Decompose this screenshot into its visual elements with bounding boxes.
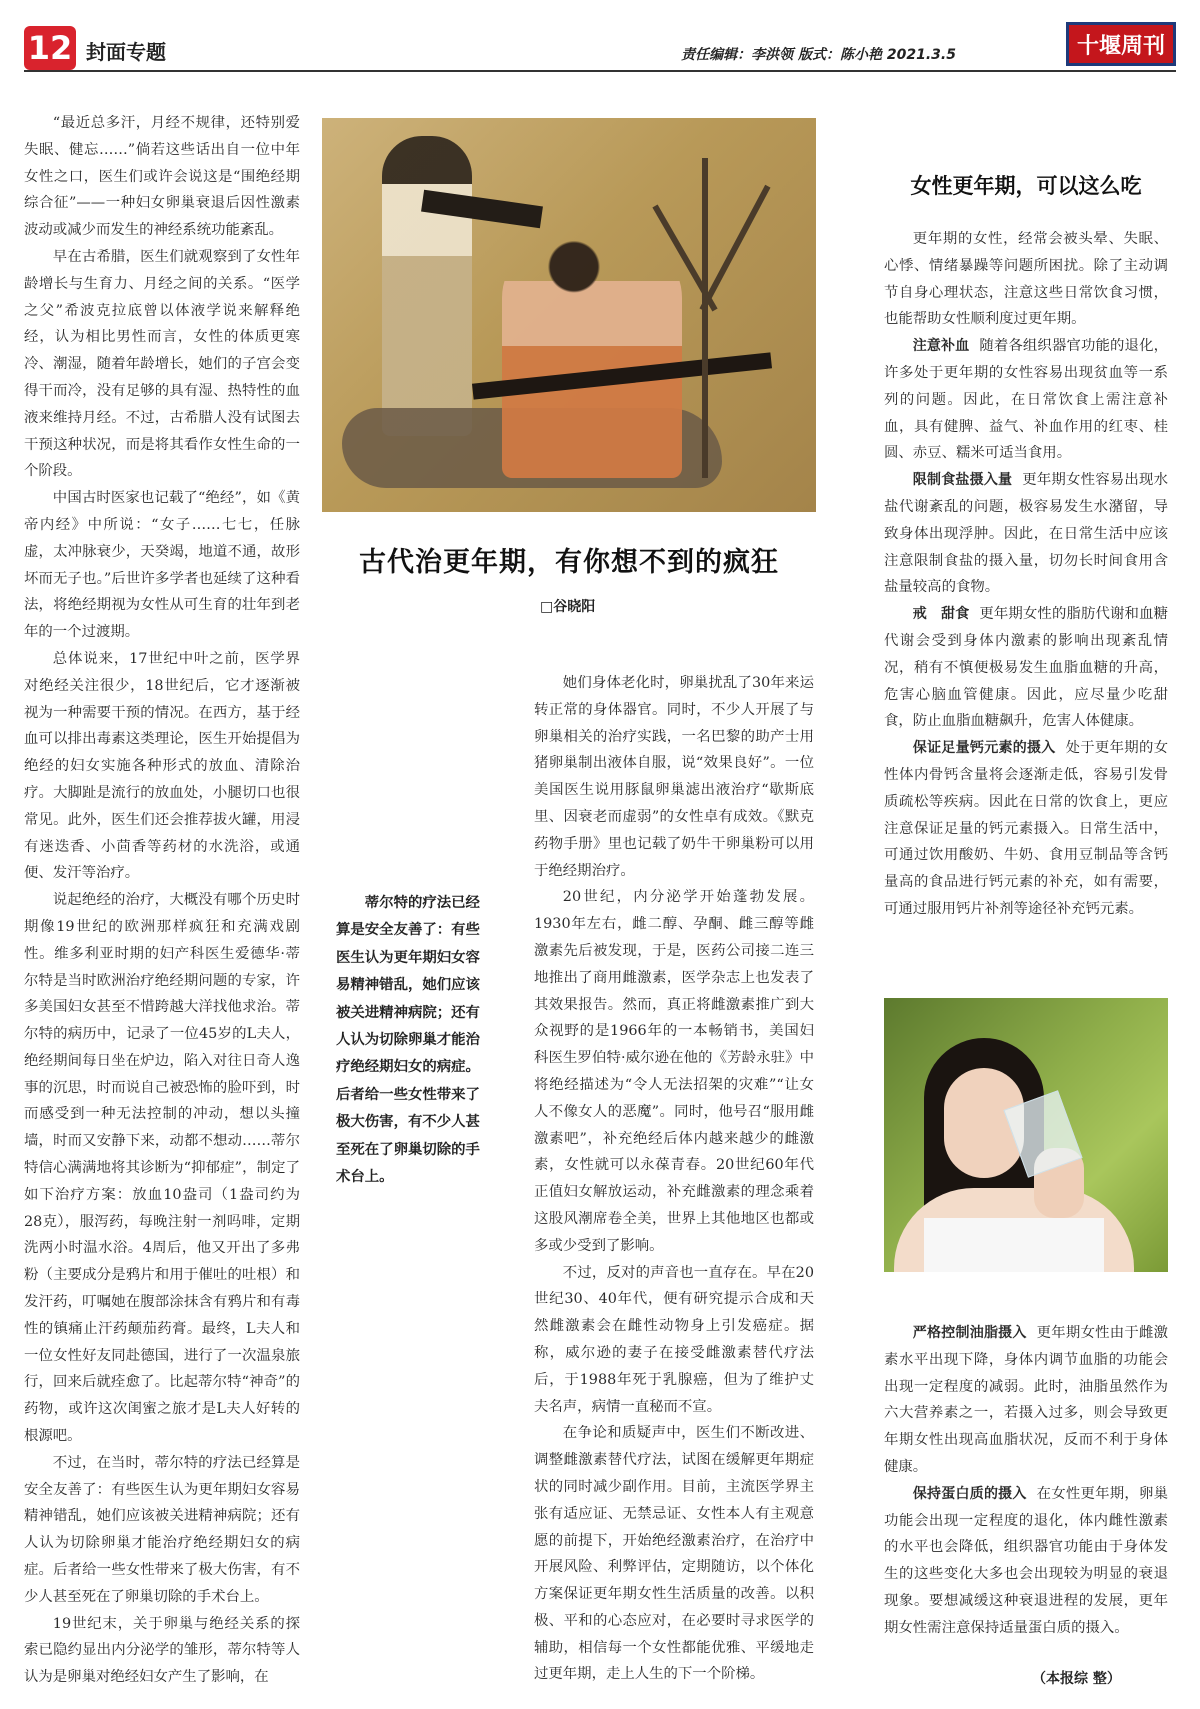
paragraph: “最近总多汗，月经不规律，还特别爱失眠、健忘……”倘若这些话出自一位中年女性之口，医生们或许会说这是“围绝经期综合征”——一种妇女卵巢衰退后因性激素波动或减少而发生的神经系统功能紊乱。 <box>24 115 300 239</box>
paragraph: 总体说来，17世纪中叶之前，医学界对绝经关注很少，18世纪后，它才逐渐被视为一种需要干预的情况。在西方，基于经血可以排出毒素这类理论，医生开始提倡为绝经的妇女实施各种形式的放血、清除治疗。大脚趾是流行的放血处，小腿切口也很常见。此外，医生们还会推荐拔火罐，用浸有迷迭香、小茴香等药材的水洗浴，或通便、发汗等治疗。 <box>24 650 300 882</box>
painting-tree <box>702 158 708 478</box>
tip-keyword: 限制食盐摄入量 <box>912 472 1013 489</box>
painting-figure-seated <box>502 238 682 478</box>
paragraph: 19世纪末，关于卵巢与绝经关系的探索已隐约显出内分泌学的雏形，蒂尔特等人认为是卵巢对绝经妇女产生了影响，在 <box>24 1615 300 1686</box>
ancient-painting-image <box>322 118 816 512</box>
sidebar-intro: 更年期的女性，经常会被头晕、失眠、心悸、情绪暴躁等问题所困扰。除了主动调节自身心理状态，注意这些日常饮食习惯，也能帮助女性顺利度过更年期。 <box>884 231 1168 328</box>
sidebar-column <box>884 226 1168 923</box>
paragraph: 她们身体老化时，卵巢扰乱了30年来运转正常的身体器官。同时，不少人开展了与卵巢相关的治疗实践，一名巴黎的助产士用猪卵巢制出液体自服，说“效果良好”。一位美国医生说用豚鼠卵巢滤出液治疗“歇斯底里、因衰老而虚弱”的女性卓有成效。《默克药物手册》里也记载了奶牛干卵巢粉可以用于绝经期治疗。 <box>534 675 814 879</box>
paragraph: 20世纪，内分泌学开始蓬勃发展。1930年左右，雌二醇、孕酮、雌三醇等雌激素先后被发现，于是，医药公司接二连三地推出了商用雌激素，医学杂志上也发表了其效果报告。然而，真正将雌激素推广到大众视野的是1966年的一本畅销书，美国妇科医生罗伯特·威尔逊在他的《芳龄永驻》中将绝经描述为“令人无法招架的灾难”“让女人不像女人的恶魔”。同时，他号召“服用雌激素吧”，补充绝经后体内越来越少的雌激素，女性就可以永葆青春。20世纪60年代正值妇女解放运动，补充雌激素的理念乘着这股风潮席卷全美，世界上其他地区也都或多或少受到了影响。 <box>534 889 814 1254</box>
sidebar-column-lower <box>884 1320 1168 1642</box>
tip-text: 处于更年期的女性体内骨钙含量将会逐渐走低，容易引发骨质疏松等疾病。因此在日常的饮食上，更应注意保证足量的钙元素摄入。日常生活中，可通过饮用酸奶、牛奶、食用豆制品等含钙量高的食品进行钙元素的补充，如有需要，可通过服用钙片补剂等途径补充钙元素。 <box>884 740 1168 917</box>
pull-quote <box>336 890 486 1191</box>
painting-branch <box>699 185 770 311</box>
tip-item <box>884 735 1168 923</box>
article-column-1 <box>24 110 300 1691</box>
tip-text: 更年期女性由于雌激素水平出现下降，身体内调节血脂的功能会出现一定程度的减弱。此时，油脂虽然作为六大营养素之一，若摄入过多，则会导致更年期女性出现高血脂状况，反而不利于身体健康。 <box>884 1325 1168 1475</box>
paragraph: 在争论和质疑声中，医生们不断改进、调整雌激素替代疗法，试图在缓解更年期症状的同时减少副作用。目前，主流医学界主张有适应证、无禁忌证、女性本人有主观意愿的前提下，开始绝经激素治疗，在治疗中开展风险、利弊评估，定期随访，以个体化方案保证更年期女性生活质量的改善。以积极、平和的心态应对，在必要时寻求医学的辅助，相信每一个女性都能优雅、平缓地走过更年期，走上人生的下一个阶梯。 <box>534 1425 814 1683</box>
article-column-3 <box>534 670 814 1688</box>
paragraph: 不过，反对的声音也一直存在。早在20世纪30、40年代，便有研究提示合成和天然雌激素会在雌性动物身上引发癌症。据称，威尔逊的妻子在接受雌激素替代疗法后，于1988年死于乳腺癌，但为了维护丈夫名声，病情一直秘而不宣。 <box>534 1264 814 1415</box>
page-header <box>24 22 1176 74</box>
article-author: □谷晓阳 <box>540 599 596 615</box>
tip-item <box>884 467 1168 601</box>
tip-keyword: 严格控制油脂摄入 <box>912 1325 1027 1341</box>
tip-item <box>884 601 1168 735</box>
photo-top <box>924 1218 1104 1272</box>
painting-figure-standing <box>382 136 472 436</box>
sidebar-byline: （本报综 整） <box>1032 1671 1121 1687</box>
editor-info: 责任编辑：李洪领 版式：陈小艳 2021.3.5 <box>681 47 956 63</box>
sidebar-title: 女性更年期，可以这么吃 <box>910 173 1142 198</box>
tip-text: 在女性更年期，卵巢功能会出现一定程度的退化，体内雌性激素的水平也会降低，组织器官功能由于身体发生的这些变化大多也会出现较为明显的衰退现象。要想减缓这种衰退进程的发展，更年期女性需注意保持适量蛋白质的摄入。 <box>884 1485 1168 1636</box>
tip-keyword: 保持蛋白质的摄入 <box>912 1485 1027 1502</box>
paragraph: 说起绝经的治疗，大概没有哪个历史时期像19世纪的欧洲那样疯狂和充满戏剧性。维多利亚时期的妇产科医生爱德华·蒂尔特是当时欧洲治疗绝经期问题的专家，许多美国妇女甚至不惜跨越大洋找他求治。蒂尔特的病历中，记录了一位45岁的L夫人，绝经期间每日坐在炉边，陷入对往日奇人逸事的沉思，时而说自己被恐怖的脸吓到，时而感受到一种无法控制的冲动，想以头撞墙，时而又安静下来，动都不想动……蒂尔特信心满满地将其诊断为“抑郁症”，制定了如下治疗方案：放血10盎司（1盎司约为28克），服泻药，每晚注射一剂吗啡，定期洗两小时温水浴。4周后，他又开出了多弗粉（主要成分是鸦片和用于催吐的吐根）和发汗药，叮嘱她在腹部涂抹含有鸦片和有毒性的镇痛止汗药颠茄药膏。最终，L夫人和一位女性好友同赴德国，进行了一次温泉旅行，回来后就痊愈了。比起蒂尔特“神奇”的药物，或许这次闺蜜之旅才是L夫人好转的根源吧。 <box>24 892 300 1445</box>
tip-item <box>884 333 1168 467</box>
tip-text: 更年期女性容易出现水盐代谢紊乱的问题，极容易发生水潴留，导致身体出现浮肿。因此，在日常生活中应该注意限制食盐的摄入量，切勿长时间食用含盐量较高的食物。 <box>884 472 1168 596</box>
header-divider <box>24 70 1176 72</box>
tip-keyword: 保证足量钙元素的摄入 <box>912 740 1056 757</box>
woman-drinking-water-photo <box>884 998 1168 1272</box>
tip-text: 随着各组织器官功能的退化，许多处于更年期的女性容易出现贫血等一系列的问题。因此，在日常饮食上需注意补血，具有健脾、益气、补血作用的红枣、桂圆、赤豆、糯米可适当食用。 <box>884 338 1168 462</box>
section-title: 封面专题 <box>86 40 166 64</box>
paragraph: 不过，在当时，蒂尔特的疗法已经算是安全友善了：有些医生认为更年期妇女容易精神错乱，她们应该被关进精神病院；还有人认为切除卵巢才能治疗绝经期妇女的病症。后者给一些女性带来了极大伤害，有不少人甚至死在了卵巢切除的手术台上。 <box>24 1454 300 1605</box>
tip-text: 更年期女性的脂肪代谢和血糖代谢会受到身体内激素的影响出现紊乱情况，稍有不慎便极易发生血脂血糖的升高，危害心脑血管健康。因此，应尽量少吃甜食，防止血脂血糖飙升，危害人体健康。 <box>884 606 1168 730</box>
page-number: 12 <box>24 26 76 70</box>
brand-logo: 十堰周刊 <box>1066 22 1176 66</box>
tip-item <box>884 1481 1168 1642</box>
tip-keyword: 注意补血 <box>912 338 970 355</box>
tip-item <box>884 1320 1168 1481</box>
pull-quote-text: 蒂尔特的疗法已经算是安全友善了：有些医生认为更年期妇女容易精神错乱，她们应该被关进精神病院；还有人认为切除卵巢才能治疗绝经期妇女的病症。后者给一些女性带来了极大伤害，有不少人甚至死在了卵巢切除的手术台上。 <box>336 895 480 1186</box>
article-title: 古代治更年期，有你想不到的疯狂 <box>359 547 779 578</box>
tip-keyword: 戒 甜食 <box>912 606 970 623</box>
paragraph: 早在古希腊，医生们就观察到了女性年龄增长与生育力、月经之间的关系。“医学之父”希波克拉底曾以体液学说来解释绝经，认为相比男性而言，女性的体质更寒冷、潮湿，随着年龄增长，她们的子宫会变得干而冷，没有足够的具有湿、热特性的血液来维持月经。不过，古希腊人没有试图去干预这种状况，而是将其看作女性生命的一个阶段。 <box>24 248 300 480</box>
paragraph: 中国古时医家也记载了“绝经”，如《黄帝内经》中所说：“女子……七七，任脉虚，太冲脉衰少，天癸竭，地道不通，故形坏而无子也。”后世许多学者也延续了这种看法，将绝经期视为女性从可生育的壮年到老年的一个过渡期。 <box>24 490 300 641</box>
